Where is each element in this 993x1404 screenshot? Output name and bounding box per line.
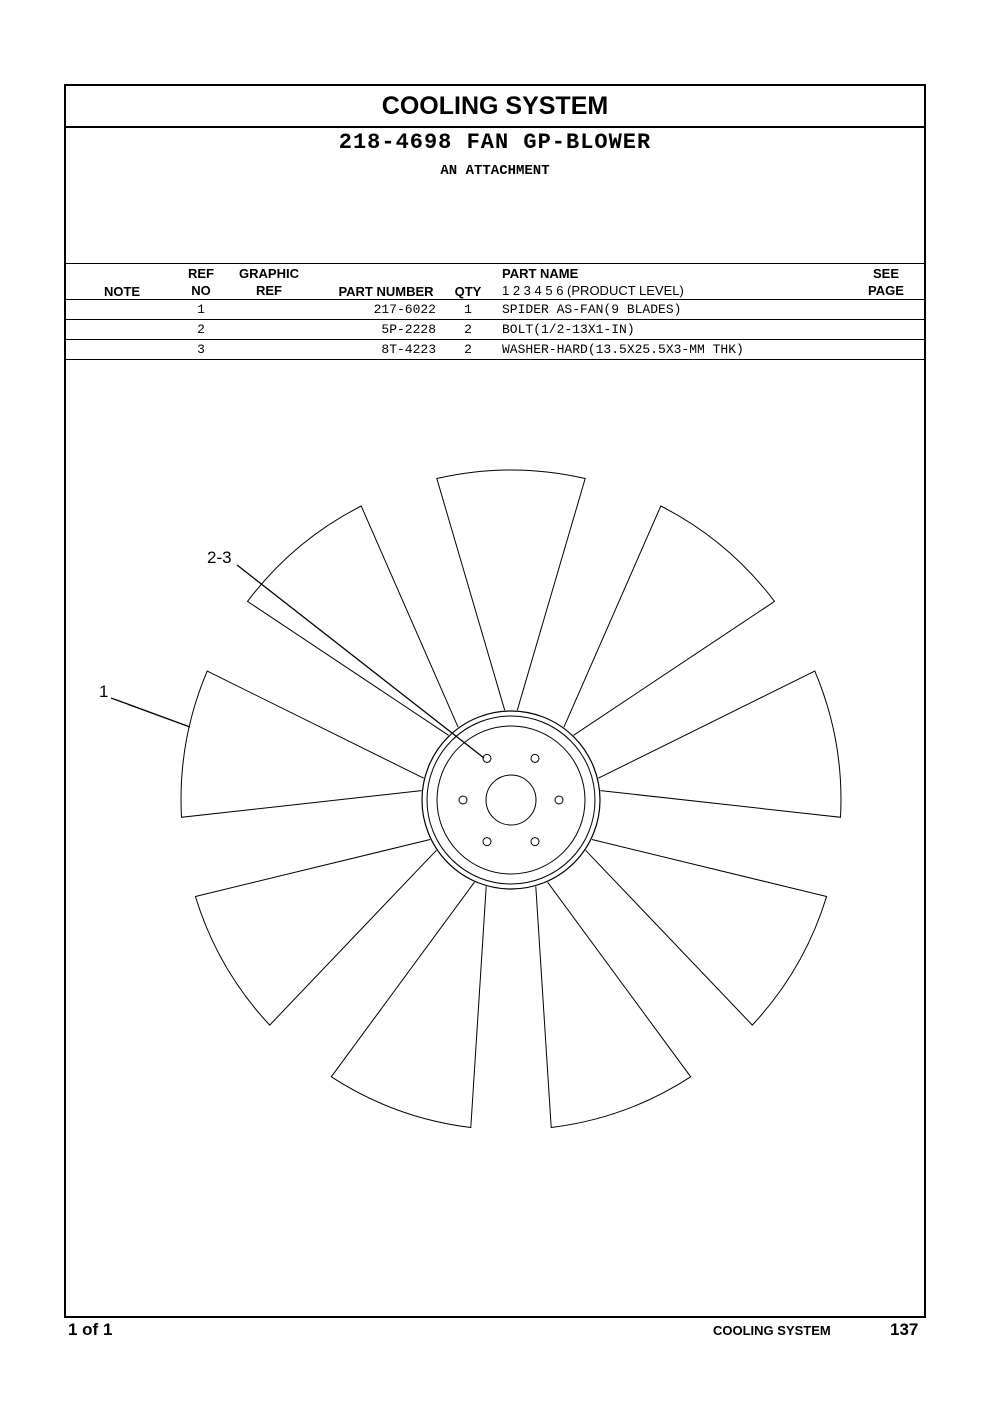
header-qty: QTY	[454, 284, 482, 299]
ref-no-cell: 1	[197, 302, 205, 317]
hub-outer-ring	[422, 711, 600, 889]
part-name-cell: SPIDER AS-FAN(9 BLADES)	[502, 302, 682, 317]
fan-blade	[331, 882, 486, 1127]
fan-blade	[181, 671, 424, 817]
qty-cell: 2	[464, 342, 472, 357]
section-title: COOLING SYSTEM	[66, 86, 924, 128]
ref-no-cell: 2	[197, 322, 205, 337]
footer-page-of: 1 of 1	[68, 1320, 113, 1339]
bolt-hole	[483, 754, 491, 762]
leader-line-1	[111, 698, 190, 727]
bolt-hole	[531, 838, 539, 846]
callout-2-3: 2-3	[207, 548, 232, 567]
header-part-name: PART NAME	[502, 266, 579, 281]
fan-blade	[195, 840, 436, 1026]
bolt-holes	[459, 754, 563, 845]
qty-cell: 2	[464, 322, 472, 337]
fan-blades	[181, 470, 841, 1127]
fan-blade	[437, 470, 585, 710]
qty-cell: 1	[464, 302, 472, 317]
header-note: NOTE	[103, 284, 141, 299]
fan-blade	[536, 882, 691, 1127]
group-title: 218-4698 FAN GP-BLOWER	[338, 130, 652, 155]
leader-line-2-3	[237, 565, 484, 758]
fan-blade	[564, 506, 775, 735]
part-name-cell: BOLT(1/2-13X1-IN)	[502, 322, 635, 337]
bolt-hole	[555, 796, 563, 804]
fan-blade	[586, 840, 827, 1026]
hub-inner-ring	[427, 716, 595, 884]
header-see-page: SEE PAGE	[868, 266, 904, 298]
part-number-cell: 5P-2228	[381, 322, 436, 337]
header-graphic-ref: GRAPHIC REF	[239, 266, 299, 298]
header-part-number: PART NUMBER	[338, 284, 434, 299]
group-subtitle: AN ATTACHMENT	[440, 163, 550, 179]
part-number-cell: 8T-4223	[381, 342, 436, 357]
fan-blade	[598, 671, 841, 817]
footer-section: COOLING SYSTEM	[713, 1323, 831, 1338]
bolt-hole	[459, 796, 467, 804]
part-name-cell: WASHER-HARD(13.5X25.5X3-MM THK)	[502, 342, 744, 357]
bolt-hole	[483, 838, 491, 846]
header-product-level: 1 2 3 4 5 6 (PRODUCT LEVEL)	[502, 283, 684, 298]
header-ref-no: REF NO	[188, 266, 214, 298]
ref-no-cell: 3	[197, 342, 205, 357]
footer-page-number: 137	[890, 1320, 919, 1339]
bolt-hole	[531, 754, 539, 762]
fan-blade	[248, 506, 459, 735]
callout-1: 1	[99, 682, 109, 701]
part-number-cell: 217-6022	[373, 302, 436, 317]
center-bore	[486, 775, 536, 825]
